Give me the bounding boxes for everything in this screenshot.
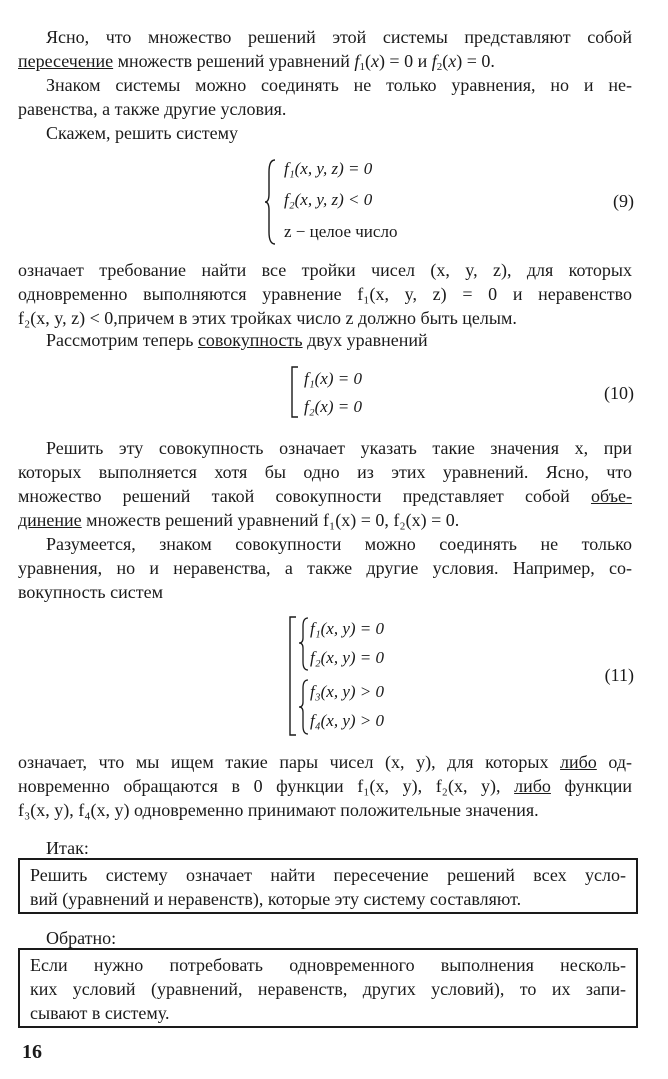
text-line: вий (уравнений и неравенств), которые эту систему составляют. (30, 889, 522, 909)
text-line: Если нужно потребовать одновременного выполнения несколь- (30, 955, 626, 975)
text-line: Ясно, что множество решений этой системы представляют собой (46, 27, 632, 47)
system9-eq1: f₁(x, y, z) = 0 (284, 159, 373, 178)
set11-eq4: f₄(x, y) > 0 (310, 711, 385, 730)
text-line: сывают в систему. (30, 1003, 170, 1023)
text-line (18, 750, 632, 774)
underlined-term: совокупность (197, 330, 303, 350)
equation-number-11: (11) (604, 665, 634, 685)
text-line: Обратно: (46, 928, 117, 948)
text-line: пересечение множеств решений уравнений $f_1(x) = 0$ и $f_2(x) = 0$. (18, 51, 495, 73)
set10-eq1: f₁(x) = 0 (304, 369, 362, 388)
text-line: Знаком системы можно соединять не только уравнения, но и не- (46, 75, 632, 95)
text-line: f₂(x, y, z) < 0,причем в этих тройках число z должно быть целым. (18, 308, 517, 328)
text-fragment: Рассмотрим теперь (46, 330, 198, 350)
highlight-box (18, 948, 638, 1028)
set11-eq1: f₁(x, y) = 0 (310, 619, 385, 638)
text-line: Итак: (46, 838, 89, 858)
equation-number-9: (9) (613, 191, 634, 211)
underlined-term: динение (18, 510, 82, 530)
equation-number-10: (10) (604, 383, 634, 403)
text-fragment: од- (596, 752, 633, 772)
text-fragment: двух уравнений (302, 330, 428, 350)
text-fragment: множеств решений уравнений f₁(x) = 0, f₂(x) = 0. (81, 510, 460, 530)
text-line: Скажем, решить систему (46, 123, 238, 143)
text-line: уравнения, но и неравенства, а также другие условия. Например, со- (18, 558, 632, 578)
set10-eq2: f₂(x) = 0 (304, 397, 362, 416)
text-fragment: множество решений такой совокупности представляет собой (18, 486, 591, 506)
text-fragment: означает, что мы ищем такие пары чисел (x, y), для которых (18, 752, 561, 772)
text-fragment: множеств решений уравнений (113, 51, 355, 71)
system9-eq2: f₂(x, y, z) < 0 (284, 190, 373, 209)
text-line: одновременно выполняются уравнение f₁(x, y, z) = 0 и неравенство (18, 284, 632, 304)
underlined-term: пересечение (18, 51, 114, 71)
underlined-term: либо (514, 776, 551, 796)
text-line: Решить систему означает найти пересечение решений всех усло- (30, 865, 626, 885)
text-fragment: функции (550, 776, 632, 796)
set11-eq3: f₃(x, y) > 0 (310, 682, 385, 701)
text-line (18, 484, 632, 508)
highlight-box (18, 858, 638, 914)
text-line (18, 508, 632, 532)
text-line (46, 328, 632, 352)
underlined-term: либо (560, 752, 597, 772)
set11-eq2: f₂(x, y) = 0 (310, 648, 385, 667)
underlined-term: объе- (590, 486, 632, 506)
text-line: ких условий (уравнений, неравенств, других условий), то их запи- (30, 979, 626, 999)
system-brace (264, 158, 278, 246)
text-line: Решить эту совокупность означает указать такие значения x, при (46, 438, 632, 458)
page-number: 16 (22, 1041, 42, 1063)
text-line: f₃(x, y), f₄(x, y) одновременно принимают положительные значения. (18, 800, 539, 820)
text-line: вокупность систем (18, 582, 164, 602)
text-line: равенства, а также другие условия. (18, 99, 287, 119)
text-fragment: новременно обращаются в 0 функции f₁(x, y), f₂(x, y), (18, 776, 515, 796)
text-line: которых выполняется хотя бы одно из этих уравнений. Ясно, что (18, 462, 632, 482)
system9-eq3: z − целое число (284, 222, 398, 241)
set-bracket (290, 366, 300, 418)
text-line (18, 774, 632, 798)
text-line: означает требование найти все тройки чисел (x, y, z), для которых (18, 260, 632, 280)
text-line: Разумеется, знаком совокупности можно соединять не только (46, 534, 632, 554)
